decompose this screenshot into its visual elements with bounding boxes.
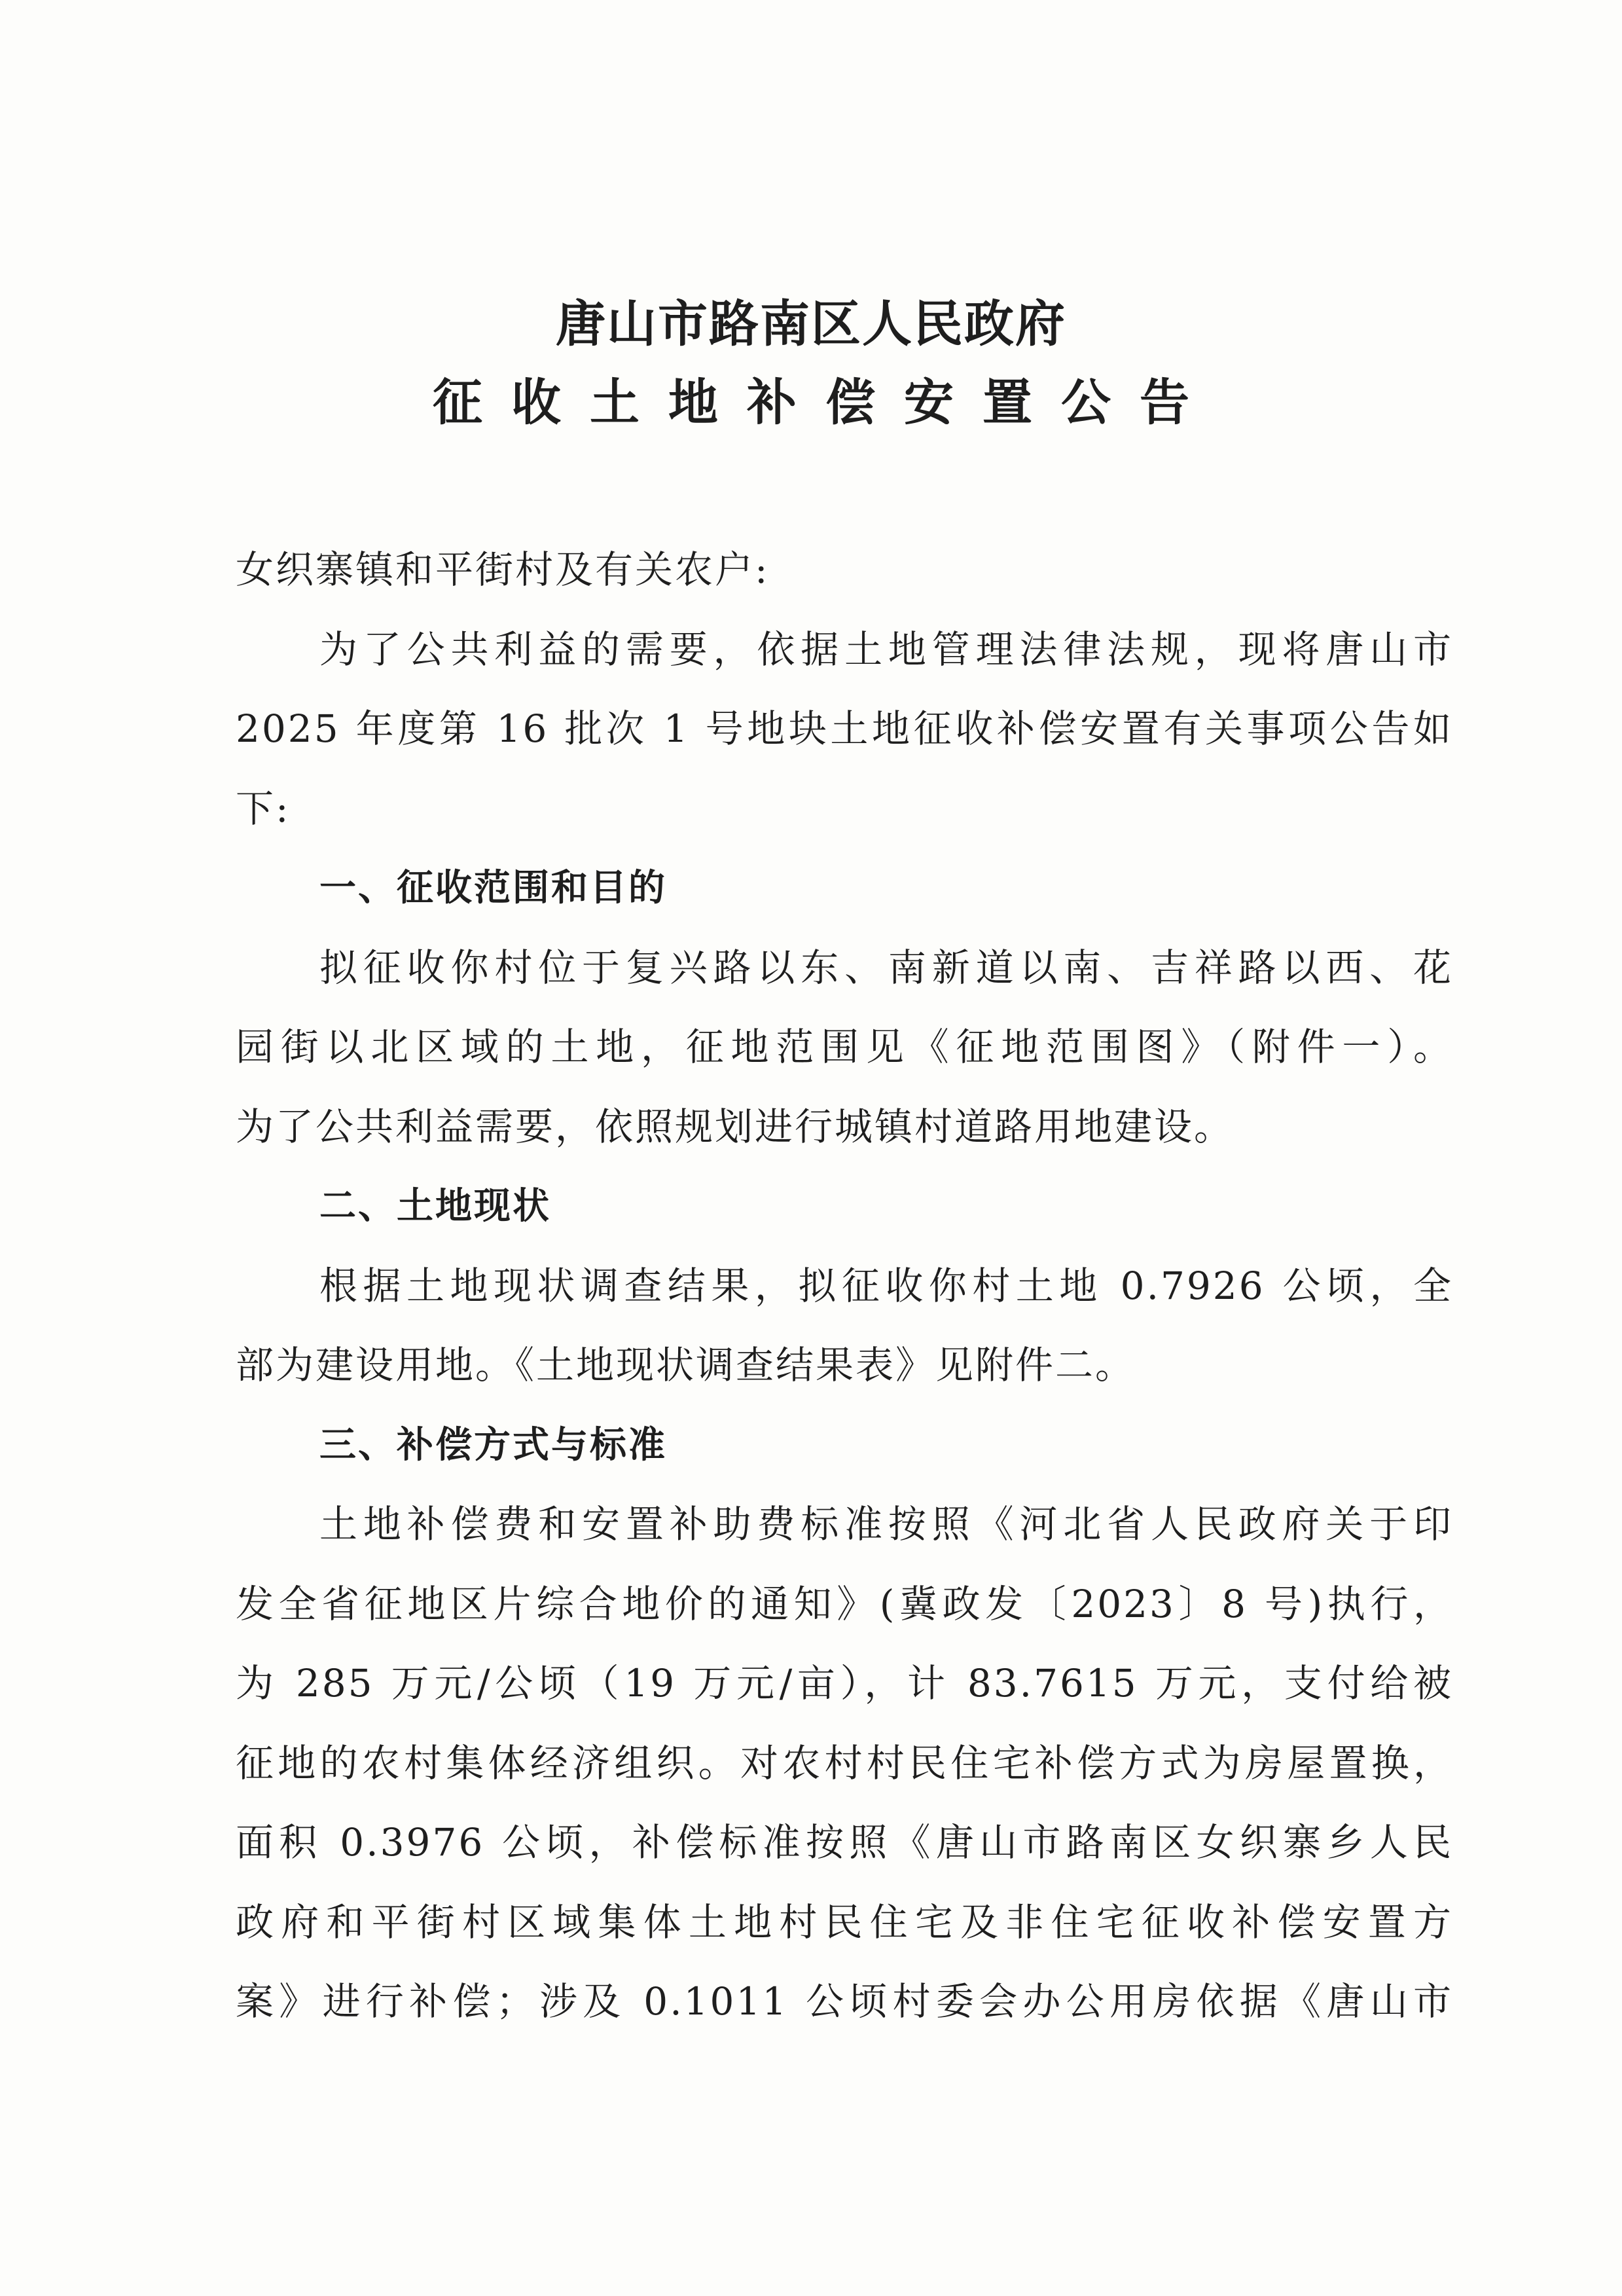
- announcement-body: [236, 530, 1453, 2042]
- intro-line-3: 下:: [236, 786, 291, 831]
- section3-line-7: 案》进行补偿；涉及 0.1011 公顷村委会办公用房依据《唐山市: [236, 1979, 1453, 2024]
- section3-line-2: 发全省征地区片综合地价的通知》(冀政发〔2023〕8 号)执行，: [236, 1581, 1453, 1626]
- section3-line-5: 面积 0.3976 公顷，补偿标准按照《唐山市路南区女织寨乡人民: [236, 1820, 1453, 1865]
- section1-line-2: 园街以北区域的土地，征地范围见《征地范围图》（附件一）。: [236, 1025, 1453, 1069]
- section-heading-land-status: 二、土地现状: [319, 1185, 551, 1228]
- addressee-line: 女织寨镇和平街村及有关农户:: [236, 547, 770, 592]
- section2-line-1: 根据土地现状调查结果，拟征收你村土地 0.7926 公顷，全: [319, 1263, 1453, 1308]
- intro-line-1: 为了公共利益的需要，依据土地管理法律法规，现将唐山市: [319, 627, 1453, 672]
- section1-line-3: 为了公共利益需要，依照规划进行城镇村道路用地建设。: [236, 1104, 1235, 1149]
- section1-line-1: 拟征收你村位于复兴路以东、南新道以南、吉祥路以西、花: [319, 945, 1453, 990]
- section2-line-2: 部为建设用地。《土地现状调查结果表》见附件二。: [236, 1343, 1136, 1387]
- section3-line-1: 土地补偿费和安置补助费标准按照《河北省人民政府关于印: [319, 1502, 1453, 1546]
- intro-line-2: 2025 年度第 16 批次 1 号地块土地征收补偿安置有关事项公告如: [236, 706, 1453, 751]
- section3-line-3: 为 285 万元/公顷（19 万元/亩），计 83.7615 万元，支付给被: [236, 1661, 1453, 1705]
- section-heading-compensation: 三、补偿方式与标准: [319, 1423, 667, 1467]
- section3-line-6: 政府和平街村区域集体土地村民住宅及非住宅征收补偿安置方: [236, 1899, 1453, 1944]
- section3-line-4: 征地的农村集体经济组织。对农村村民住宅补偿方式为房屋置换，: [236, 1740, 1453, 1785]
- title-subject: 征收土地补偿安置公告: [433, 373, 1218, 431]
- title-issuer: 唐山市路南区人民政府: [556, 295, 1066, 353]
- section-heading-scope: 一、征收范围和目的: [319, 867, 667, 909]
